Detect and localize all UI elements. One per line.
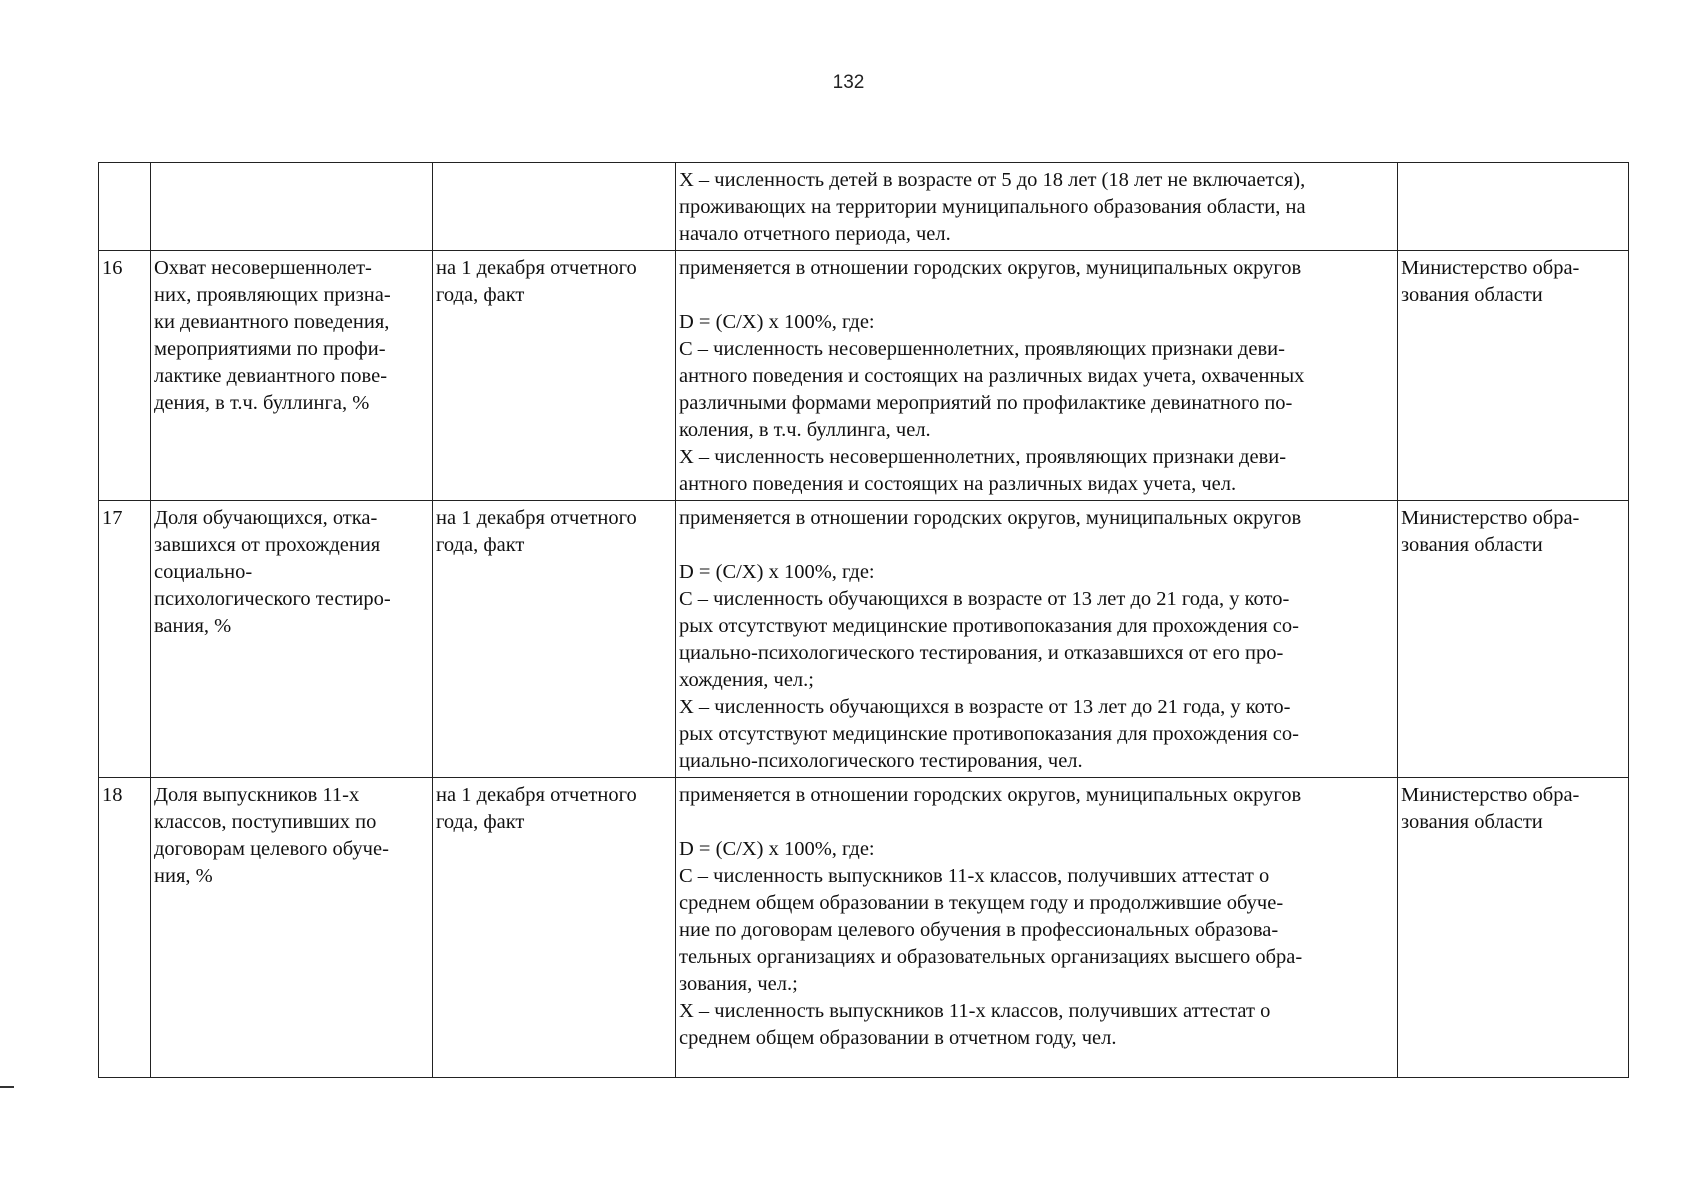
method-line: среднем общем образовании в текущем году и продолжившие обуче- — [679, 892, 1284, 914]
date-line: года, факт — [436, 534, 525, 556]
cell-resp — [1398, 163, 1629, 251]
name-line: классов, поступивших по — [154, 811, 377, 833]
name-line: ния, % — [154, 865, 213, 887]
method-line: рых отсутствуют медицинские противопоказания для прохождения со- — [679, 723, 1299, 745]
method-line: коления, в т.ч. буллинга, чел. — [679, 419, 931, 441]
method-line: X – численность выпускников 11-х классов, получивших аттестат о — [679, 1000, 1271, 1022]
table-row — [99, 251, 1629, 501]
method-line: X – численность детей в возрасте от 5 до 18 лет (18 лет не включается), — [679, 169, 1306, 191]
method-line: циально-психологического тестирования, и отказавшихся от его про- — [679, 642, 1284, 664]
method-line: тельных организациях и образовательных организациях высшего обра- — [679, 946, 1303, 968]
cell-num — [99, 251, 151, 501]
resp-line: зования области — [1401, 534, 1543, 556]
method-line: хождения, чел.; — [679, 669, 814, 691]
resp-line: зования области — [1401, 811, 1543, 833]
date-line: на 1 декабря отчетного — [436, 257, 637, 279]
cell-num — [99, 163, 151, 251]
method-line: различными формами мероприятий по профилактике девинатного по- — [679, 392, 1293, 414]
table-row — [99, 778, 1629, 1078]
cell-method — [676, 778, 1398, 1078]
method-line: C – численность обучающихся в возрасте от 13 лет до 21 года, у кото- — [679, 588, 1290, 610]
margin-mark — [0, 1086, 14, 1088]
name-line: завшихся от прохождения — [154, 534, 381, 556]
method-line: антного поведения и состоящих на различных видах учета, чел. — [679, 473, 1237, 495]
resp-line: Министерство обра- — [1401, 257, 1580, 279]
method-line: начало отчетного периода, чел. — [679, 223, 951, 245]
resp-line: зования области — [1401, 284, 1543, 306]
date-line: года, факт — [436, 811, 525, 833]
name-line: Охват несовершеннолет- — [154, 257, 372, 279]
method-line: ние по договорам целевого обучения в профессиональных образова- — [679, 919, 1279, 941]
method-line: рых отсутствуют медицинские противопоказания для прохождения со- — [679, 615, 1299, 637]
resp-line: Министерство обра- — [1401, 507, 1580, 529]
row-number: 18 — [102, 784, 123, 806]
name-line: Доля обучающихся, отка- — [154, 507, 378, 529]
resp-line: Министерство обра- — [1401, 784, 1580, 806]
cell-method — [676, 251, 1398, 501]
name-line: них, проявляющих призна- — [154, 284, 391, 306]
method-line: C – численность несовершеннолетних, проявляющих признаки деви- — [679, 338, 1285, 360]
name-line: психологического тестиро- — [154, 588, 391, 610]
cell-date — [433, 251, 676, 501]
method-intro: применяется в отношении городских округов, муниципальных округов — [679, 257, 1302, 279]
method-line: антного поведения и состоящих на различных видах учета, охваченных — [679, 365, 1305, 387]
name-line: дения, в т.ч. буллинга, % — [154, 392, 370, 414]
table-row-continuation — [99, 163, 1629, 251]
cell-name — [151, 778, 433, 1078]
method-line: C – численность выпускников 11-х классов, получивших аттестат о — [679, 865, 1270, 887]
method-intro: применяется в отношении городских округов, муниципальных округов — [679, 784, 1302, 806]
cell-date — [433, 163, 676, 251]
cell-method — [676, 501, 1398, 778]
method-line: среднем общем образовании в отчетном году, чел. — [679, 1027, 1117, 1049]
cell-resp — [1398, 251, 1629, 501]
method-line: X – численность обучающихся в возрасте от 13 лет до 21 года, у кото- — [679, 696, 1291, 718]
page-number: 132 — [832, 72, 865, 93]
method-line: зования, чел.; — [679, 973, 798, 995]
name-line: лактике девиантного пове- — [154, 365, 388, 387]
row-number: 16 — [102, 257, 123, 279]
method-line: X – численность несовершеннолетних, проявляющих признаки деви- — [679, 446, 1287, 468]
cell-num — [99, 778, 151, 1078]
method-line: D = (C/X) x 100%, где: — [679, 838, 875, 860]
method-line: циально-психологического тестирования, чел. — [679, 750, 1083, 772]
name-line: социально- — [154, 561, 253, 583]
name-line: вания, % — [154, 615, 232, 637]
cell-resp — [1398, 501, 1629, 778]
date-line: на 1 декабря отчетного — [436, 507, 637, 529]
cell-date — [433, 778, 676, 1078]
name-line: Доля выпускников 11-х — [154, 784, 360, 806]
cell-resp — [1398, 778, 1629, 1078]
cell-date — [433, 501, 676, 778]
cell-method — [676, 163, 1398, 251]
date-line: года, факт — [436, 284, 525, 306]
method-line: D = (C/X) x 100%, где: — [679, 311, 875, 333]
cell-num — [99, 501, 151, 778]
cell-name — [151, 251, 433, 501]
spacer — [679, 532, 1394, 559]
method-intro: применяется в отношении городских округов, муниципальных округов — [679, 507, 1302, 529]
name-line: мероприятиями по профи- — [154, 338, 386, 360]
row-number: 17 — [102, 507, 123, 529]
cell-name — [151, 501, 433, 778]
spacer — [679, 809, 1394, 836]
date-line: на 1 декабря отчетного — [436, 784, 637, 806]
table-row — [99, 501, 1629, 778]
method-line: D = (C/X) x 100%, где: — [679, 561, 875, 583]
name-line: ки девиантного поведения, — [154, 311, 390, 333]
name-line: договорам целевого обуче- — [154, 838, 389, 860]
method-line: проживающих на территории муниципального образования области, на — [679, 196, 1306, 218]
cell-name — [151, 163, 433, 251]
spacer — [679, 282, 1394, 309]
indicators-table — [98, 162, 1629, 1078]
